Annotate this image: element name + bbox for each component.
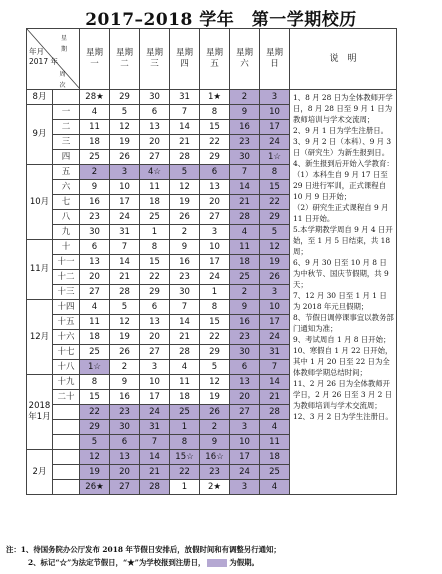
day-cell: 28 xyxy=(230,210,260,225)
footer-note-2-text: 2、标记“☆”为法定节假日，“★”为学校报到注册日， xyxy=(28,558,206,567)
day-cell: 4 xyxy=(170,360,200,375)
day-cell: 4☆ xyxy=(140,165,170,180)
day-cell: 22 xyxy=(170,465,200,480)
day-cell: 13 xyxy=(110,450,140,465)
day-cell: 17 xyxy=(140,390,170,405)
week-number: 十四 xyxy=(53,300,80,315)
day-cell: 29 xyxy=(200,150,230,165)
week-number: 七 xyxy=(53,195,80,210)
day-cell: 10 xyxy=(140,375,170,390)
day-cell: 21 xyxy=(110,270,140,285)
note-item: 9、考试周自 1 月 8 日开始； xyxy=(293,335,391,344)
day-cell: 3 xyxy=(230,480,260,495)
day-cell: 30 xyxy=(170,285,200,300)
week-number: 十六 xyxy=(53,330,80,345)
day-cell: 9 xyxy=(170,240,200,255)
day-cell: 30 xyxy=(230,345,260,360)
day-cell: 27 xyxy=(80,285,110,300)
week-number: 十八 xyxy=(53,360,80,375)
day-cell: 21 xyxy=(170,330,200,345)
day-cell: 31 xyxy=(140,420,170,435)
day-cell: 4 xyxy=(80,300,110,315)
day-cell: 22 xyxy=(80,405,110,420)
day-cell: 3 xyxy=(260,285,290,300)
corner-year-text: 年月 xyxy=(29,47,44,56)
day-cell: 9 xyxy=(110,375,140,390)
day-cell: 9 xyxy=(230,105,260,120)
day-cell: 6 xyxy=(200,165,230,180)
day-cell: 27 xyxy=(230,405,260,420)
day-cell: 1 xyxy=(170,420,200,435)
day-cell: 3 xyxy=(230,420,260,435)
day-cell: 19 xyxy=(80,465,110,480)
day-cell: 14 xyxy=(170,315,200,330)
day-cell: 15 xyxy=(200,315,230,330)
note-item: 8、节假日调停课事宜以教务部门通知为准； xyxy=(293,313,394,333)
day-cell: 3 xyxy=(140,360,170,375)
day-cell: 16 xyxy=(230,120,260,135)
day-cell: 6 xyxy=(140,105,170,120)
day-cell: 12 xyxy=(260,240,290,255)
day-cell: 28★ xyxy=(80,90,110,105)
week-number: 六 xyxy=(53,180,80,195)
month-label: 2月 xyxy=(27,450,53,495)
note-item: 1、8 月 28 日为全体教师开学日，8 月 28 日至 9 月 1 日为教师培训与学术交流周； xyxy=(293,93,393,124)
day-cell: 18 xyxy=(170,390,200,405)
day-cell: 5 xyxy=(110,300,140,315)
day-cell: 25 xyxy=(80,150,110,165)
day-cell: 10 xyxy=(110,180,140,195)
day-cell: 15☆ xyxy=(170,450,200,465)
day-cell: 9 xyxy=(230,300,260,315)
note-item: 6、9 月 30 日至 10 月 8 日为中秋节、国庆节假期，共 9 天； xyxy=(293,258,389,289)
day-cell: 25 xyxy=(80,345,110,360)
day-cell: 11 xyxy=(140,180,170,195)
day-cell: 16 xyxy=(170,255,200,270)
footer-note-2-tail: 为假期。 xyxy=(229,558,259,567)
day-cell: 24 xyxy=(200,270,230,285)
day-cell: 21 xyxy=(260,390,290,405)
day-cell: 1 xyxy=(200,285,230,300)
week-number xyxy=(53,480,80,495)
week-number: 五 xyxy=(53,165,80,180)
day-cell: 7 xyxy=(230,165,260,180)
day-cell: 30 xyxy=(230,150,260,165)
week-number: 二 xyxy=(53,120,80,135)
week-number: 十二 xyxy=(53,270,80,285)
week-number: 十九 xyxy=(53,375,80,390)
note-item: 11、2 月 26 日为全体教师开学日，2 月 26 日至 3 月 2 日为教师培训与学术交流周； xyxy=(293,379,393,410)
day-cell: 4 xyxy=(230,225,260,240)
week-number: 十一 xyxy=(53,255,80,270)
day-cell: 14 xyxy=(230,180,260,195)
day-cell: 11 xyxy=(230,240,260,255)
month-label: 12月 xyxy=(27,300,53,375)
day-cell: 3 xyxy=(110,165,140,180)
day-cell: 30 xyxy=(110,420,140,435)
day-cell: 17 xyxy=(200,255,230,270)
month-label: 2018 年1月 xyxy=(27,375,53,450)
day-cell: 14 xyxy=(140,450,170,465)
day-cell: 15 xyxy=(260,180,290,195)
day-cell: 29 xyxy=(260,210,290,225)
day-cell: 4 xyxy=(260,420,290,435)
day-cell: 19 xyxy=(200,390,230,405)
week-number: 十三 xyxy=(53,285,80,300)
day-cell: 3 xyxy=(260,90,290,105)
day-cell: 28 xyxy=(170,345,200,360)
day-cell: 8 xyxy=(200,105,230,120)
day-cell: 22 xyxy=(260,195,290,210)
header-row xyxy=(27,29,397,90)
day-cell: 4 xyxy=(80,105,110,120)
day-cell: 2 xyxy=(110,360,140,375)
day-cell: 31 xyxy=(260,345,290,360)
day-cell: 19 xyxy=(110,330,140,345)
day-cell: 14 xyxy=(170,120,200,135)
month-label: 9月 xyxy=(27,105,53,165)
day-cell: 17 xyxy=(260,120,290,135)
day-cell: 1★ xyxy=(200,90,230,105)
weekday-header: 星期 三 xyxy=(140,29,170,90)
note-item: （2）研究生正式课程自 9 月 11 日开始。 xyxy=(293,203,389,223)
day-cell: 30 xyxy=(140,90,170,105)
day-cell: 19 xyxy=(170,195,200,210)
day-cell: 28 xyxy=(170,150,200,165)
notes-column xyxy=(290,90,397,495)
day-cell: 11 xyxy=(80,315,110,330)
week-number: 三 xyxy=(53,135,80,150)
day-cell: 30 xyxy=(80,225,110,240)
day-cell: 27 xyxy=(140,345,170,360)
day-cell: 27 xyxy=(110,480,140,495)
day-cell: 4 xyxy=(260,480,290,495)
day-cell: 7 xyxy=(110,240,140,255)
day-cell: 22 xyxy=(200,135,230,150)
corner-cell xyxy=(27,29,80,90)
calendar-table xyxy=(26,28,397,495)
day-cell: 15 xyxy=(200,120,230,135)
day-cell: 23 xyxy=(200,465,230,480)
weekday-header: 星期 二 xyxy=(110,29,140,90)
day-cell: 25 xyxy=(260,465,290,480)
weekday-header: 星期 五 xyxy=(200,29,230,90)
day-cell: 25 xyxy=(230,270,260,285)
day-cell: 26 xyxy=(260,270,290,285)
day-cell: 8 xyxy=(140,240,170,255)
day-cell: 17 xyxy=(230,450,260,465)
day-cell: 25 xyxy=(170,405,200,420)
day-cell: 18 xyxy=(80,135,110,150)
day-cell: 21 xyxy=(170,135,200,150)
day-cell: 26 xyxy=(110,345,140,360)
day-cell: 2 xyxy=(80,165,110,180)
day-cell: 5 xyxy=(170,165,200,180)
day-cell: 18 xyxy=(230,255,260,270)
day-cell: 24 xyxy=(230,465,260,480)
page-title: 2017–2018 学年 第一学期校历 xyxy=(85,10,357,30)
footer-note-1: 注：1、待国务院办公厅发布 2018 年节假日安排后，放假时间和有调整另行通知； xyxy=(6,545,281,554)
day-cell: 1 xyxy=(140,225,170,240)
notes-header: 说 明 xyxy=(290,29,397,90)
weekday-header: 星期 一 xyxy=(80,29,110,90)
day-cell: 24 xyxy=(110,210,140,225)
day-cell: 7 xyxy=(140,435,170,450)
day-cell: 16☆ xyxy=(200,450,230,465)
day-cell: 22 xyxy=(140,270,170,285)
day-cell: 14 xyxy=(260,375,290,390)
week-number xyxy=(53,450,80,465)
note-item: 3、9 月 2 日（本科）、9 月 3 日（研究生）为新生报到日。 xyxy=(293,137,392,157)
day-cell: 10 xyxy=(230,435,260,450)
week-number: 二十 xyxy=(53,390,80,405)
day-cell: 8 xyxy=(170,435,200,450)
day-cell: 28 xyxy=(110,285,140,300)
day-cell: 15 xyxy=(80,390,110,405)
week-number xyxy=(53,420,80,435)
day-cell: 21 xyxy=(230,195,260,210)
day-cell: 13 xyxy=(230,375,260,390)
day-cell: 14 xyxy=(110,255,140,270)
day-cell: 23 xyxy=(230,330,260,345)
day-cell: 8 xyxy=(80,375,110,390)
day-cell: 10 xyxy=(260,300,290,315)
day-cell: 23 xyxy=(110,405,140,420)
day-cell: 29 xyxy=(110,90,140,105)
day-cell: 2 xyxy=(230,285,260,300)
week-number xyxy=(53,435,80,450)
corner-year-value: 2017 年 xyxy=(29,57,58,66)
day-cell: 17 xyxy=(110,195,140,210)
day-cell: 16 xyxy=(230,315,260,330)
day-cell: 28 xyxy=(140,480,170,495)
day-cell: 6 xyxy=(140,300,170,315)
day-cell: 12 xyxy=(110,120,140,135)
day-cell: 6 xyxy=(230,360,260,375)
day-cell: 1☆ xyxy=(80,360,110,375)
week-number: 十五 xyxy=(53,315,80,330)
day-cell: 1 xyxy=(170,480,200,495)
note-item: 4、新生报到后开始入学教育： xyxy=(293,159,394,168)
month-label: 8月 xyxy=(27,90,53,105)
day-cell: 7 xyxy=(170,105,200,120)
day-cell: 18 xyxy=(140,195,170,210)
day-cell: 18 xyxy=(260,450,290,465)
note-item: 2、9 月 1 日为学生注册日。 xyxy=(293,126,389,135)
day-cell: 22 xyxy=(200,330,230,345)
day-cell: 5 xyxy=(110,105,140,120)
day-cell: 9 xyxy=(200,435,230,450)
day-cell: 2 xyxy=(170,225,200,240)
day-cell: 13 xyxy=(140,120,170,135)
day-cell: 2 xyxy=(200,420,230,435)
day-cell: 15 xyxy=(140,255,170,270)
week-number xyxy=(53,465,80,480)
day-cell: 26 xyxy=(110,150,140,165)
day-cell: 20 xyxy=(230,390,260,405)
day-cell: 23 xyxy=(170,270,200,285)
day-cell: 20 xyxy=(110,465,140,480)
day-cell: 13 xyxy=(200,180,230,195)
day-cell: 11 xyxy=(80,120,110,135)
day-cell: 24 xyxy=(140,405,170,420)
week-number: 十 xyxy=(53,240,80,255)
day-cell: 26★ xyxy=(80,480,110,495)
day-cell: 18 xyxy=(80,330,110,345)
day-cell: 2★ xyxy=(200,480,230,495)
day-cell: 6 xyxy=(110,435,140,450)
day-cell: 1☆ xyxy=(260,150,290,165)
day-cell: 13 xyxy=(140,315,170,330)
weekday-header: 星期 六 xyxy=(230,29,260,90)
note-item: 7、12 月 30 日至 1 月 1 日为 2018 年元旦假期； xyxy=(293,291,387,311)
day-cell: 19 xyxy=(110,135,140,150)
weekday-header: 星期 四 xyxy=(170,29,200,90)
day-cell: 27 xyxy=(200,210,230,225)
day-cell: 20 xyxy=(200,195,230,210)
week-number: 四 xyxy=(53,150,80,165)
day-cell: 5 xyxy=(80,435,110,450)
day-cell: 16 xyxy=(80,195,110,210)
week-number xyxy=(53,405,80,420)
day-cell: 24 xyxy=(260,330,290,345)
day-cell: 12 xyxy=(110,315,140,330)
day-cell: 12 xyxy=(80,450,110,465)
corner-weekday-label: 星期 xyxy=(61,35,68,53)
day-cell: 8 xyxy=(260,165,290,180)
week-number: 一 xyxy=(53,105,80,120)
day-cell: 19 xyxy=(260,255,290,270)
day-cell: 17 xyxy=(260,315,290,330)
day-cell: 7 xyxy=(170,300,200,315)
day-cell: 10 xyxy=(200,240,230,255)
corner-year-label xyxy=(29,47,58,67)
day-cell: 12 xyxy=(170,180,200,195)
holiday-swatch xyxy=(207,559,227,567)
day-cell: 7 xyxy=(260,360,290,375)
day-cell: 24 xyxy=(260,135,290,150)
day-cell: 20 xyxy=(140,135,170,150)
weekday-header: 星期 日 xyxy=(260,29,290,90)
day-cell: 25 xyxy=(140,210,170,225)
footer-note-2 xyxy=(6,557,442,568)
month-label: 10月 xyxy=(27,165,53,240)
day-cell: 31 xyxy=(110,225,140,240)
day-cell: 27 xyxy=(140,150,170,165)
day-cell: 20 xyxy=(140,330,170,345)
month-label: 11月 xyxy=(27,240,53,300)
note-item: 12、3 月 2 日为学生注册日。 xyxy=(293,412,393,421)
day-cell: 29 xyxy=(80,420,110,435)
note-item: （1）本科生自 9 月 17 日至 29 日进行军训，正式课程自 10 月 9 日开始； xyxy=(293,170,388,201)
day-cell: 29 xyxy=(200,345,230,360)
day-cell: 23 xyxy=(230,135,260,150)
week-number xyxy=(53,90,80,105)
day-cell: 21 xyxy=(140,465,170,480)
day-cell: 29 xyxy=(140,285,170,300)
note-item: 10、寒假自 1 月 22 日开始，其中 1 月 20 日至 22 日为全体教师学期总结时间； xyxy=(293,346,393,377)
day-cell: 9 xyxy=(80,180,110,195)
day-cell: 2 xyxy=(230,90,260,105)
day-cell: 31 xyxy=(170,90,200,105)
day-cell: 13 xyxy=(80,255,110,270)
day-cell: 8 xyxy=(200,300,230,315)
day-cell: 26 xyxy=(200,405,230,420)
day-cell: 23 xyxy=(80,210,110,225)
day-cell: 6 xyxy=(80,240,110,255)
note-item: 5.本学期教学周自 9 月 4 日开始，至 1 月 5 日结束，共 18 周； xyxy=(293,225,393,256)
day-cell: 28 xyxy=(260,405,290,420)
day-cell: 10 xyxy=(260,105,290,120)
corner-weeknum-label: 周次 xyxy=(59,71,66,89)
day-cell: 12 xyxy=(200,375,230,390)
day-cell: 11 xyxy=(260,435,290,450)
day-cell: 5 xyxy=(260,225,290,240)
day-cell: 11 xyxy=(170,375,200,390)
day-cell: 16 xyxy=(110,390,140,405)
week-number: 十七 xyxy=(53,345,80,360)
day-cell: 26 xyxy=(170,210,200,225)
day-cell: 3 xyxy=(200,225,230,240)
week-number: 八 xyxy=(53,210,80,225)
week-number: 九 xyxy=(53,225,80,240)
week-row xyxy=(27,90,397,105)
day-cell: 20 xyxy=(80,270,110,285)
day-cell: 5 xyxy=(200,360,230,375)
